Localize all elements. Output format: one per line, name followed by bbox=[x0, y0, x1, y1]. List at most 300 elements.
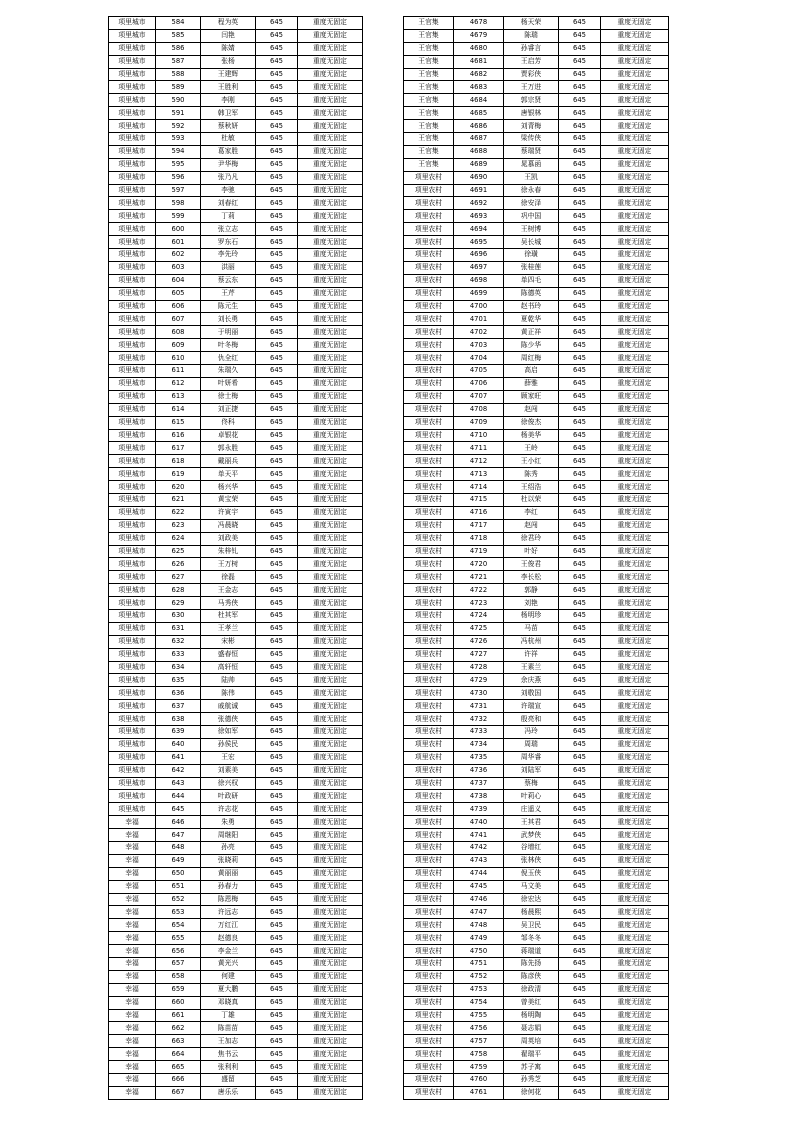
cell-number: 4715 bbox=[454, 493, 504, 506]
cell-category: 重度无固定 bbox=[601, 893, 669, 906]
cell-name: 王建辉 bbox=[201, 68, 256, 81]
cell-area: 项里城市 bbox=[109, 29, 156, 42]
cell-amount: 645 bbox=[559, 777, 601, 790]
table-row bbox=[109, 725, 363, 738]
table-row bbox=[404, 339, 669, 352]
table-row bbox=[404, 223, 669, 236]
cell-name: 盛留 bbox=[201, 1074, 256, 1087]
cell-category: 重度无固定 bbox=[298, 313, 363, 326]
cell-number: 608 bbox=[156, 326, 201, 339]
cell-amount: 645 bbox=[559, 287, 601, 300]
cell-name: 王万进 bbox=[504, 81, 559, 94]
table-row bbox=[404, 803, 669, 816]
cell-area: 项里城市 bbox=[109, 145, 156, 158]
cell-category: 重度无固定 bbox=[601, 42, 669, 55]
cell-number: 637 bbox=[156, 700, 201, 713]
table-row bbox=[404, 481, 669, 494]
cell-amount: 645 bbox=[559, 249, 601, 262]
cell-amount: 645 bbox=[559, 674, 601, 687]
cell-category: 重度无固定 bbox=[601, 661, 669, 674]
cell-name: 晁慕函 bbox=[504, 158, 559, 171]
table-row bbox=[109, 377, 363, 390]
cell-amount: 645 bbox=[256, 842, 298, 855]
cell-category: 重度无固定 bbox=[298, 970, 363, 983]
cell-amount: 645 bbox=[256, 506, 298, 519]
cell-amount: 645 bbox=[559, 1061, 601, 1074]
cell-amount: 645 bbox=[559, 352, 601, 365]
cell-name: 周华睿 bbox=[504, 751, 559, 764]
cell-area: 项里农村 bbox=[404, 545, 454, 558]
table-row bbox=[109, 1035, 363, 1048]
cell-area: 项里城市 bbox=[109, 274, 156, 287]
cell-area: 项里城市 bbox=[109, 236, 156, 249]
cell-area: 项里农村 bbox=[404, 571, 454, 584]
cell-amount: 645 bbox=[559, 223, 601, 236]
cell-area: 项里城市 bbox=[109, 55, 156, 68]
cell-category: 重度无固定 bbox=[298, 532, 363, 545]
cell-category: 重度无固定 bbox=[298, 519, 363, 532]
cell-category: 重度无固定 bbox=[601, 1009, 669, 1022]
cell-amount: 645 bbox=[256, 429, 298, 442]
cell-name: 佟科 bbox=[201, 416, 256, 429]
cell-name: 聂志娟 bbox=[504, 1022, 559, 1035]
cell-area: 幸福 bbox=[109, 829, 156, 842]
table-row bbox=[109, 867, 363, 880]
cell-area: 项里农村 bbox=[404, 171, 454, 184]
table-row bbox=[109, 481, 363, 494]
table-row bbox=[404, 854, 669, 867]
cell-amount: 645 bbox=[559, 403, 601, 416]
cell-area: 项里农村 bbox=[404, 558, 454, 571]
table-row bbox=[109, 416, 363, 429]
cell-amount: 645 bbox=[559, 481, 601, 494]
table-row bbox=[404, 764, 669, 777]
table-row bbox=[109, 597, 363, 610]
cell-name: 吴卫民 bbox=[504, 919, 559, 932]
table-row bbox=[109, 777, 363, 790]
cell-number: 588 bbox=[156, 68, 201, 81]
cell-area: 项里城市 bbox=[109, 249, 156, 262]
cell-number: 667 bbox=[156, 1086, 201, 1099]
table-row bbox=[404, 107, 669, 120]
cell-amount: 645 bbox=[559, 609, 601, 622]
cell-amount: 645 bbox=[256, 249, 298, 262]
cell-amount: 645 bbox=[559, 1086, 601, 1099]
cell-number: 659 bbox=[156, 983, 201, 996]
cell-name: 徐宏达 bbox=[504, 893, 559, 906]
cell-name: 张乃凡 bbox=[201, 171, 256, 184]
table-row bbox=[404, 661, 669, 674]
cell-amount: 645 bbox=[256, 738, 298, 751]
table-row bbox=[404, 532, 669, 545]
cell-category: 重度无固定 bbox=[601, 145, 669, 158]
cell-number: 4730 bbox=[454, 687, 504, 700]
cell-area: 项里农村 bbox=[404, 674, 454, 687]
table-row bbox=[404, 1035, 669, 1048]
cell-amount: 645 bbox=[559, 945, 601, 958]
cell-area: 项里农村 bbox=[404, 622, 454, 635]
cell-area: 项里城市 bbox=[109, 197, 156, 210]
cell-number: 622 bbox=[156, 506, 201, 519]
table-row bbox=[109, 184, 363, 197]
cell-number: 4700 bbox=[454, 300, 504, 313]
cell-area: 项里农村 bbox=[404, 339, 454, 352]
cell-amount: 645 bbox=[256, 661, 298, 674]
cell-category: 重度无固定 bbox=[601, 700, 669, 713]
table-row bbox=[404, 145, 669, 158]
cell-category: 重度无固定 bbox=[601, 468, 669, 481]
cell-number: 4698 bbox=[454, 274, 504, 287]
cell-name: 黄正祥 bbox=[504, 326, 559, 339]
cell-category: 重度无固定 bbox=[601, 996, 669, 1009]
cell-category: 重度无固定 bbox=[298, 223, 363, 236]
cell-amount: 645 bbox=[256, 261, 298, 274]
cell-number: 628 bbox=[156, 584, 201, 597]
cell-area: 项里农村 bbox=[404, 300, 454, 313]
cell-area: 项里农村 bbox=[404, 1061, 454, 1074]
cell-amount: 645 bbox=[256, 145, 298, 158]
cell-category: 重度无固定 bbox=[601, 1035, 669, 1048]
cell-area: 项里城市 bbox=[109, 171, 156, 184]
cell-name: 孙春力 bbox=[201, 880, 256, 893]
cell-category: 重度无固定 bbox=[601, 1061, 669, 1074]
cell-name: 周红梅 bbox=[504, 352, 559, 365]
cell-area: 项里农村 bbox=[404, 455, 454, 468]
cell-amount: 645 bbox=[256, 133, 298, 146]
cell-amount: 645 bbox=[559, 764, 601, 777]
cell-amount: 645 bbox=[559, 1022, 601, 1035]
cell-name: 孙秀芝 bbox=[504, 1074, 559, 1087]
cell-amount: 645 bbox=[559, 803, 601, 816]
table-row bbox=[404, 829, 669, 842]
cell-area: 项里农村 bbox=[404, 377, 454, 390]
cell-category: 重度无固定 bbox=[298, 197, 363, 210]
cell-number: 4748 bbox=[454, 919, 504, 932]
table-row bbox=[109, 687, 363, 700]
cell-category: 重度无固定 bbox=[601, 790, 669, 803]
cell-name: 尹华梅 bbox=[201, 158, 256, 171]
cell-category: 重度无固定 bbox=[298, 803, 363, 816]
cell-number: 633 bbox=[156, 648, 201, 661]
cell-area: 项里城市 bbox=[109, 210, 156, 223]
table-row bbox=[109, 261, 363, 274]
cell-number: 4734 bbox=[454, 738, 504, 751]
cell-number: 4737 bbox=[454, 777, 504, 790]
cell-category: 重度无固定 bbox=[298, 635, 363, 648]
cell-area: 项里城市 bbox=[109, 68, 156, 81]
cell-name: 王金志 bbox=[201, 584, 256, 597]
cell-category: 重度无固定 bbox=[298, 274, 363, 287]
cell-name: 贾彩侠 bbox=[504, 68, 559, 81]
cell-number: 584 bbox=[156, 17, 201, 30]
cell-name: 陆帅 bbox=[201, 674, 256, 687]
cell-area: 项里城市 bbox=[109, 687, 156, 700]
cell-amount: 645 bbox=[559, 455, 601, 468]
cell-name: 张林侠 bbox=[504, 854, 559, 867]
table-row bbox=[404, 313, 669, 326]
cell-category: 重度无固定 bbox=[601, 339, 669, 352]
cell-category: 重度无固定 bbox=[298, 184, 363, 197]
table-row bbox=[109, 713, 363, 726]
cell-category: 重度无固定 bbox=[298, 674, 363, 687]
cell-number: 664 bbox=[156, 1048, 201, 1061]
cell-name: 葛家胜 bbox=[201, 145, 256, 158]
cell-name: 顾家旺 bbox=[504, 390, 559, 403]
cell-amount: 645 bbox=[559, 700, 601, 713]
cell-amount: 645 bbox=[256, 958, 298, 971]
table-row bbox=[404, 171, 669, 184]
table-row bbox=[404, 584, 669, 597]
cell-name: 许远志 bbox=[201, 906, 256, 919]
cell-amount: 645 bbox=[559, 893, 601, 906]
cell-area: 项里农村 bbox=[404, 687, 454, 700]
cell-area: 项里农村 bbox=[404, 352, 454, 365]
table-row bbox=[404, 1074, 669, 1087]
cell-name: 李长松 bbox=[504, 571, 559, 584]
cell-amount: 645 bbox=[256, 300, 298, 313]
cell-category: 重度无固定 bbox=[601, 597, 669, 610]
cell-category: 重度无固定 bbox=[601, 558, 669, 571]
cell-category: 重度无固定 bbox=[601, 55, 669, 68]
cell-number: 4680 bbox=[454, 42, 504, 55]
cell-amount: 645 bbox=[256, 313, 298, 326]
table-row bbox=[404, 597, 669, 610]
cell-area: 项里城市 bbox=[109, 648, 156, 661]
cell-name: 梁传侠 bbox=[504, 133, 559, 146]
cell-number: 617 bbox=[156, 442, 201, 455]
cell-area: 项里农村 bbox=[404, 958, 454, 971]
cell-area: 幸福 bbox=[109, 842, 156, 855]
cell-area: 项里农村 bbox=[404, 532, 454, 545]
cell-number: 4710 bbox=[454, 429, 504, 442]
table-row bbox=[404, 790, 669, 803]
cell-number: 641 bbox=[156, 751, 201, 764]
cell-name: 黄丽丽 bbox=[201, 867, 256, 880]
cell-area: 项里城市 bbox=[109, 377, 156, 390]
cell-amount: 645 bbox=[256, 455, 298, 468]
table-row bbox=[109, 893, 363, 906]
cell-area: 项里城市 bbox=[109, 184, 156, 197]
table-row bbox=[404, 81, 669, 94]
table-row bbox=[109, 532, 363, 545]
cell-number: 4747 bbox=[454, 906, 504, 919]
cell-name: 徐如军 bbox=[201, 725, 256, 738]
cell-name: 陈元生 bbox=[201, 300, 256, 313]
table-row bbox=[404, 906, 669, 919]
cell-amount: 645 bbox=[559, 442, 601, 455]
cell-area: 项里农村 bbox=[404, 184, 454, 197]
cell-amount: 645 bbox=[559, 197, 601, 210]
cell-amount: 645 bbox=[559, 326, 601, 339]
cell-amount: 645 bbox=[256, 906, 298, 919]
cell-amount: 645 bbox=[256, 571, 298, 584]
cell-area: 王官集 bbox=[404, 17, 454, 30]
table-row bbox=[404, 429, 669, 442]
cell-number: 587 bbox=[156, 55, 201, 68]
cell-number: 598 bbox=[156, 197, 201, 210]
cell-number: 649 bbox=[156, 854, 201, 867]
cell-amount: 645 bbox=[559, 983, 601, 996]
cell-number: 4758 bbox=[454, 1048, 504, 1061]
cell-number: 4682 bbox=[454, 68, 504, 81]
table-row bbox=[404, 442, 669, 455]
cell-area: 项里城市 bbox=[109, 738, 156, 751]
cell-amount: 645 bbox=[559, 133, 601, 146]
cell-name: 王孝兰 bbox=[201, 622, 256, 635]
cell-amount: 645 bbox=[256, 68, 298, 81]
cell-name: 徐磊 bbox=[201, 571, 256, 584]
cell-amount: 645 bbox=[559, 842, 601, 855]
cell-number: 630 bbox=[156, 609, 201, 622]
cell-area: 项里城市 bbox=[109, 558, 156, 571]
table-row bbox=[109, 932, 363, 945]
table-row bbox=[109, 145, 363, 158]
table-row bbox=[404, 120, 669, 133]
cell-area: 项里农村 bbox=[404, 609, 454, 622]
cell-number: 650 bbox=[156, 867, 201, 880]
cell-amount: 645 bbox=[256, 158, 298, 171]
table-row bbox=[109, 764, 363, 777]
cell-category: 重度无固定 bbox=[298, 945, 363, 958]
cell-category: 重度无固定 bbox=[601, 867, 669, 880]
cell-area: 项里农村 bbox=[404, 906, 454, 919]
cell-amount: 645 bbox=[256, 390, 298, 403]
cell-number: 4681 bbox=[454, 55, 504, 68]
cell-name: 罗东石 bbox=[201, 236, 256, 249]
cell-number: 4735 bbox=[454, 751, 504, 764]
table-row bbox=[404, 983, 669, 996]
cell-area: 项里农村 bbox=[404, 519, 454, 532]
cell-category: 重度无固定 bbox=[601, 223, 669, 236]
cell-number: 639 bbox=[156, 725, 201, 738]
cell-area: 项里城市 bbox=[109, 622, 156, 635]
table-row bbox=[404, 880, 669, 893]
cell-name: 郭永胜 bbox=[201, 442, 256, 455]
cell-amount: 645 bbox=[256, 725, 298, 738]
cell-number: 4694 bbox=[454, 223, 504, 236]
table-row bbox=[404, 17, 669, 30]
cell-area: 项里城市 bbox=[109, 390, 156, 403]
cell-area: 项里城市 bbox=[109, 107, 156, 120]
table-row bbox=[404, 94, 669, 107]
table-row bbox=[404, 622, 669, 635]
cell-amount: 645 bbox=[559, 158, 601, 171]
cell-area: 幸福 bbox=[109, 996, 156, 1009]
cell-amount: 645 bbox=[559, 493, 601, 506]
cell-category: 重度无固定 bbox=[298, 81, 363, 94]
cell-name: 丁莉 bbox=[201, 210, 256, 223]
cell-area: 项里农村 bbox=[404, 390, 454, 403]
cell-area: 项里农村 bbox=[404, 932, 454, 945]
cell-area: 项里农村 bbox=[404, 945, 454, 958]
cell-name: 许瑞宣 bbox=[504, 700, 559, 713]
cell-name: 李先玲 bbox=[201, 249, 256, 262]
cell-category: 重度无固定 bbox=[298, 751, 363, 764]
cell-amount: 645 bbox=[256, 377, 298, 390]
cell-number: 4722 bbox=[454, 584, 504, 597]
cell-amount: 645 bbox=[559, 171, 601, 184]
cell-area: 项里城市 bbox=[109, 429, 156, 442]
cell-number: 4686 bbox=[454, 120, 504, 133]
table-row bbox=[109, 842, 363, 855]
cell-category: 重度无固定 bbox=[298, 377, 363, 390]
cell-area: 幸福 bbox=[109, 854, 156, 867]
cell-number: 4757 bbox=[454, 1035, 504, 1048]
cell-number: 636 bbox=[156, 687, 201, 700]
cell-name: 许祥 bbox=[504, 648, 559, 661]
table-row bbox=[109, 648, 363, 661]
table-row bbox=[109, 68, 363, 81]
cell-name: 刘正捷 bbox=[201, 403, 256, 416]
cell-area: 幸福 bbox=[109, 816, 156, 829]
cell-area: 幸福 bbox=[109, 1086, 156, 1099]
cell-category: 重度无固定 bbox=[298, 867, 363, 880]
cell-name: 徐君玲 bbox=[504, 532, 559, 545]
cell-category: 重度无固定 bbox=[601, 777, 669, 790]
cell-number: 4731 bbox=[454, 700, 504, 713]
cell-area: 项里农村 bbox=[404, 1086, 454, 1099]
cell-amount: 645 bbox=[559, 532, 601, 545]
cell-amount: 645 bbox=[559, 635, 601, 648]
table-row bbox=[109, 790, 363, 803]
cell-name: 殷亮和 bbox=[504, 713, 559, 726]
cell-area: 项里城市 bbox=[109, 493, 156, 506]
cell-category: 重度无固定 bbox=[298, 390, 363, 403]
cell-name: 郭静 bbox=[504, 584, 559, 597]
cell-name: 王胜利 bbox=[201, 81, 256, 94]
cell-number: 635 bbox=[156, 674, 201, 687]
cell-amount: 645 bbox=[559, 210, 601, 223]
cell-number: 4733 bbox=[454, 725, 504, 738]
cell-amount: 645 bbox=[256, 597, 298, 610]
cell-name: 刘素美 bbox=[201, 764, 256, 777]
cell-amount: 645 bbox=[559, 29, 601, 42]
cell-name: 王加志 bbox=[201, 1035, 256, 1048]
cell-category: 重度无固定 bbox=[601, 983, 669, 996]
table-row bbox=[109, 1009, 363, 1022]
cell-amount: 645 bbox=[559, 274, 601, 287]
cell-number: 655 bbox=[156, 932, 201, 945]
cell-name: 蒋瑞道 bbox=[504, 945, 559, 958]
cell-name: 高轩恒 bbox=[201, 661, 256, 674]
cell-amount: 645 bbox=[256, 622, 298, 635]
cell-amount: 645 bbox=[256, 403, 298, 416]
cell-amount: 645 bbox=[256, 365, 298, 378]
cell-category: 重度无固定 bbox=[601, 455, 669, 468]
cell-number: 4753 bbox=[454, 983, 504, 996]
table-row bbox=[109, 906, 363, 919]
cell-name: 张立志 bbox=[201, 223, 256, 236]
cell-number: 4678 bbox=[454, 17, 504, 30]
cell-area: 项里城市 bbox=[109, 519, 156, 532]
cell-area: 项里城市 bbox=[109, 223, 156, 236]
cell-category: 重度无固定 bbox=[601, 738, 669, 751]
cell-amount: 645 bbox=[256, 674, 298, 687]
cell-category: 重度无固定 bbox=[298, 738, 363, 751]
cell-category: 重度无固定 bbox=[298, 493, 363, 506]
cell-category: 重度无固定 bbox=[601, 197, 669, 210]
cell-category: 重度无固定 bbox=[298, 416, 363, 429]
cell-number: 4705 bbox=[454, 365, 504, 378]
table-row bbox=[404, 365, 669, 378]
cell-amount: 645 bbox=[559, 854, 601, 867]
cell-name: 徐安泽 bbox=[504, 197, 559, 210]
cell-area: 项里城市 bbox=[109, 790, 156, 803]
cell-amount: 645 bbox=[559, 687, 601, 700]
cell-name: 王绍浩 bbox=[504, 481, 559, 494]
cell-number: 4721 bbox=[454, 571, 504, 584]
cell-name: 唐乐乐 bbox=[201, 1086, 256, 1099]
